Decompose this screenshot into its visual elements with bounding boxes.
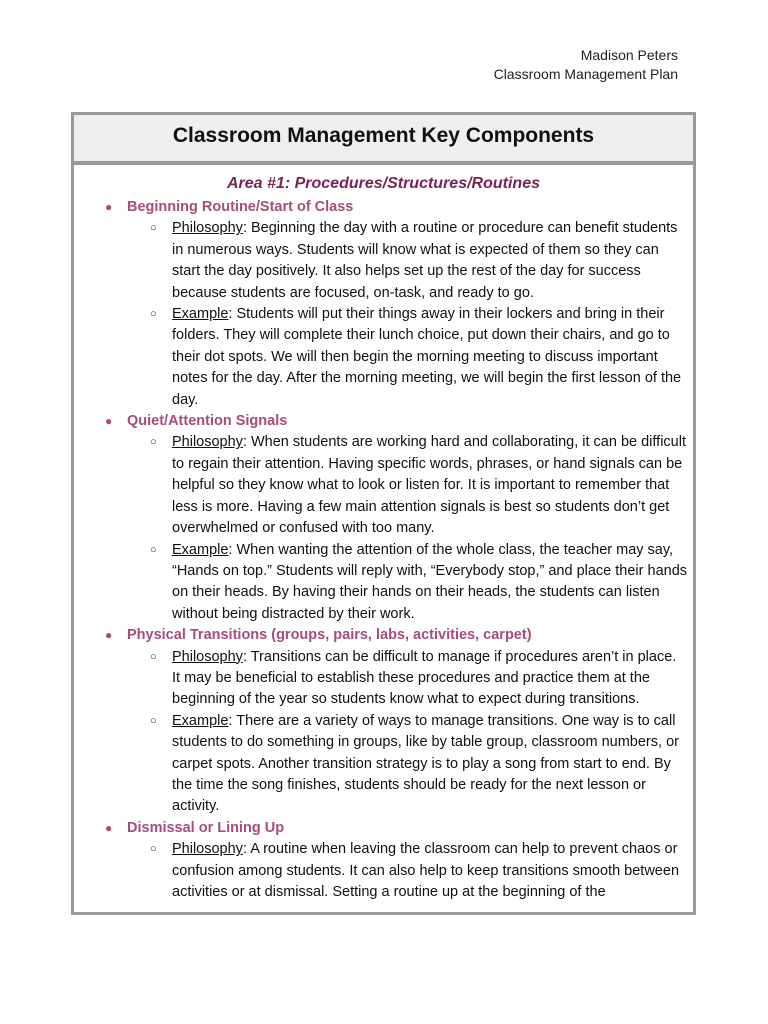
author-name: Madison Peters — [580, 47, 678, 63]
circle-bullet-icon: ○ — [150, 650, 157, 663]
point-list — [127, 432, 687, 625]
section-item — [102, 411, 687, 625]
area-heading: Area #1: Procedures/Structures/Routines — [227, 175, 540, 192]
point-label: Philosophy — [172, 220, 243, 237]
point-item — [127, 218, 687, 304]
point-label: Example — [172, 306, 229, 323]
point-list — [127, 839, 687, 903]
document-header — [494, 46, 678, 84]
point-text: : When students are working hard and collaborating, it can be difficult to regain their attention. Having specific words, phrases, or hand signals can be helpful so they know what to look or listen for. It is important to remember that less is more. Having a few main attention signals is best so students don’t get overwhelmed or confused with too many. — [172, 434, 686, 537]
section-title: Physical Transitions (groups, pairs, labs, activities, carpet) — [127, 627, 532, 644]
section-item — [102, 818, 687, 904]
point-label: Philosophy — [172, 841, 243, 858]
point-item — [127, 839, 687, 903]
point-label: Example — [172, 541, 229, 558]
circle-bullet-icon: ○ — [150, 308, 157, 321]
point-text: : A routine when leaving the classroom can help to prevent chaos or confusion among students. It can also help to keep transitions smooth between activities or at dismissal. Setting a routine up at the beginning of the — [172, 841, 680, 900]
circle-bullet-icon: ○ — [150, 843, 157, 856]
point-label: Philosophy — [172, 648, 243, 665]
section-item — [102, 625, 687, 818]
point-text: : Beginning the day with a routine or procedure can benefit students in numerous ways. Students will know what is expected of them so they can start the day positively. It also helps set up the rest of the day for success because students are focused, on-task, and ready to go. — [172, 220, 678, 301]
circle-bullet-icon: ○ — [150, 714, 157, 727]
point-item — [127, 647, 687, 711]
section-title: Quiet/Attention Signals — [127, 413, 288, 430]
point-label: Example — [172, 712, 229, 729]
point-label: Philosophy — [172, 434, 243, 451]
bullet-icon: ● — [105, 200, 113, 214]
point-item — [127, 540, 687, 626]
point-item — [127, 304, 687, 411]
title-box — [74, 115, 693, 165]
circle-bullet-icon: ○ — [150, 436, 157, 449]
bullet-icon: ● — [105, 628, 113, 643]
page-title: Classroom Management Key Components — [172, 124, 595, 147]
point-text: : There are a variety of ways to manage transitions. One way is to call students to do something in groups, like by table group, classroom numbers, or carpet spots. Another transition strategy is to play a song from start to end. By the time the song finishes, students should be ready for the next lesson or activity. — [172, 712, 679, 815]
section-title: Dismissal or Lining Up — [127, 819, 285, 836]
content-body — [74, 175, 693, 903]
document-subtitle: Classroom Management Plan — [493, 66, 678, 82]
point-list — [127, 218, 687, 411]
bullet-icon: ● — [105, 414, 113, 429]
point-item — [127, 711, 687, 818]
content-frame — [71, 112, 696, 915]
point-text: : When wanting the attention of the whole class, the teacher may say, “Hands on top.” Students will reply with, “Everybody stop,” and place their hands on their heads. By having their hands on their heads, the students can listen without being distracted by their work. — [172, 541, 688, 622]
section-title: Beginning Routine/Start of Class — [127, 199, 354, 215]
point-text: : Students will put their things away in their lockers and bring in their folders. They will complete their lunch choice, put down their chairs, and go to their dot spots. We will then begin the morning meeting to discuss important notes for the day. After the morning meeting, we will begin the first lesson of the day. — [172, 306, 682, 408]
section-item — [102, 197, 687, 411]
bullet-icon: ● — [105, 820, 113, 835]
circle-bullet-icon: ○ — [150, 222, 157, 235]
point-list — [127, 647, 687, 818]
point-item — [127, 432, 687, 539]
point-text: : Transitions can be difficult to manage if procedures aren’t in place. It may be beneficial to establish these procedures and practice them at the beginning of the year so students know what to expect during transitions. — [172, 648, 677, 708]
circle-bullet-icon: ○ — [150, 543, 157, 556]
section-list — [102, 197, 687, 903]
